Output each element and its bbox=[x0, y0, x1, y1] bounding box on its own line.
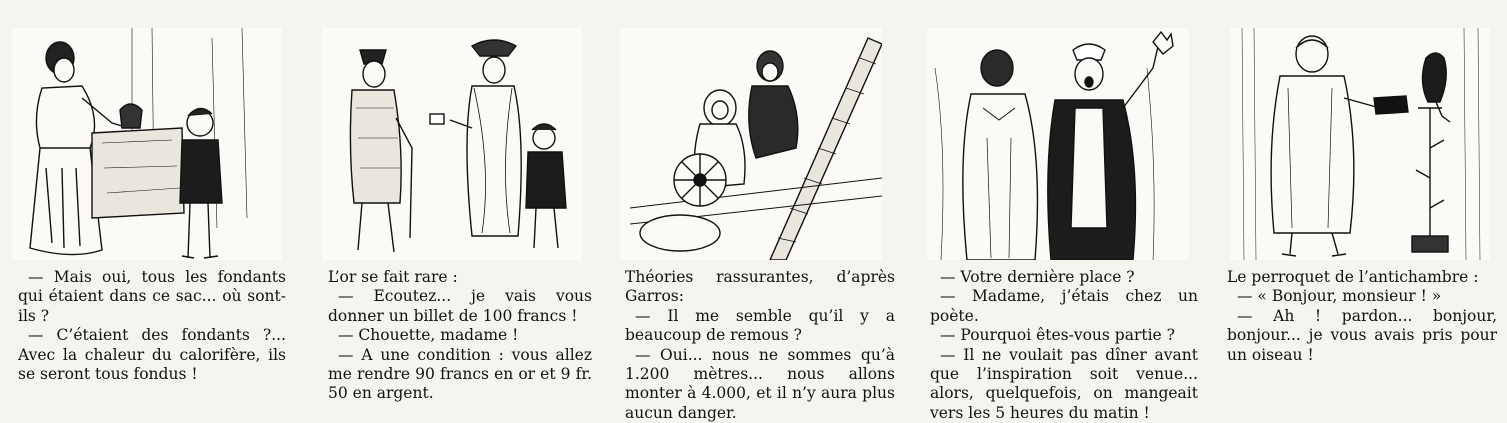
drawing-beggar-lady-boy bbox=[322, 28, 582, 260]
caption-line: — Pourquoi êtes-vous partie ? bbox=[940, 326, 1175, 345]
caption-line: L’or se fait rare : bbox=[328, 268, 458, 286]
caption-panel-5 bbox=[1227, 268, 1497, 365]
illustration-mother-and-boy bbox=[12, 28, 282, 260]
caption-line: — C’étaient des fondants ?... Avec la chaleur du calorifère, ils se seront tous fondus ! bbox=[18, 326, 286, 384]
drawing-mother-boy-table bbox=[12, 28, 282, 260]
illustration-beggar-and-lady bbox=[322, 28, 582, 260]
illustration-man-and-parrot bbox=[1230, 28, 1490, 260]
caption-panel-2 bbox=[328, 268, 592, 404]
cartoon-panel-5 bbox=[1210, 0, 1507, 400]
caption-line: — Ecoutez... je vais vous donner un billet de 100 francs ! bbox=[328, 287, 592, 325]
illustration-aviators bbox=[620, 28, 882, 260]
caption-line: — Mais oui, tous les fondants qui étaient dans ce sac... où sont-ils ? bbox=[18, 268, 286, 325]
cartoon-panel-1 bbox=[0, 0, 300, 400]
drawing-man-parrot bbox=[1230, 28, 1490, 260]
cartoon-panel-4 bbox=[905, 0, 1210, 422]
cartoon-panel-2 bbox=[300, 0, 605, 403]
drawing-aviators-in-plane bbox=[620, 28, 882, 260]
drawing-maid-madame bbox=[927, 28, 1189, 260]
caption-line: — Chouette, madame ! bbox=[338, 326, 519, 345]
caption-line: — « Bonjour, monsieur ! » bbox=[1237, 287, 1442, 306]
caption-line: — Il ne voulait pas dîner avant que l’inspiration soit venue... alors, quelquefois, on mangeait vers les 5 heures du matin ! bbox=[930, 345, 1198, 422]
caption-panel-1 bbox=[18, 268, 286, 384]
illustration-maid-and-madame bbox=[927, 28, 1189, 260]
caption-line: — A une condition : vous allez me rendre 90 francs en or et 9 fr. 50 en argent. bbox=[328, 345, 592, 403]
caption-line: Le perroquet de l’antichambre : bbox=[1227, 268, 1479, 286]
caption-line: — Ah ! pardon... bonjour, bonjour... je vous avais pris pour un oiseau ! bbox=[1227, 306, 1497, 364]
caption-line: — Madame, j’étais chez un poète. bbox=[930, 287, 1198, 325]
cartoon-panel-3 bbox=[605, 0, 905, 422]
caption-line: — Votre dernière place ? bbox=[940, 268, 1135, 286]
caption-line: — Il me semble qu’il y a beaucoup de remous ? bbox=[625, 306, 895, 345]
caption-line: Théories rassurantes, d’après Garros: bbox=[625, 268, 895, 306]
caption-line: — Oui... nous ne sommes qu’à 1.200 mètres... nous allons monter à 4.000, et il n’y aura plus aucun danger. bbox=[625, 345, 895, 422]
